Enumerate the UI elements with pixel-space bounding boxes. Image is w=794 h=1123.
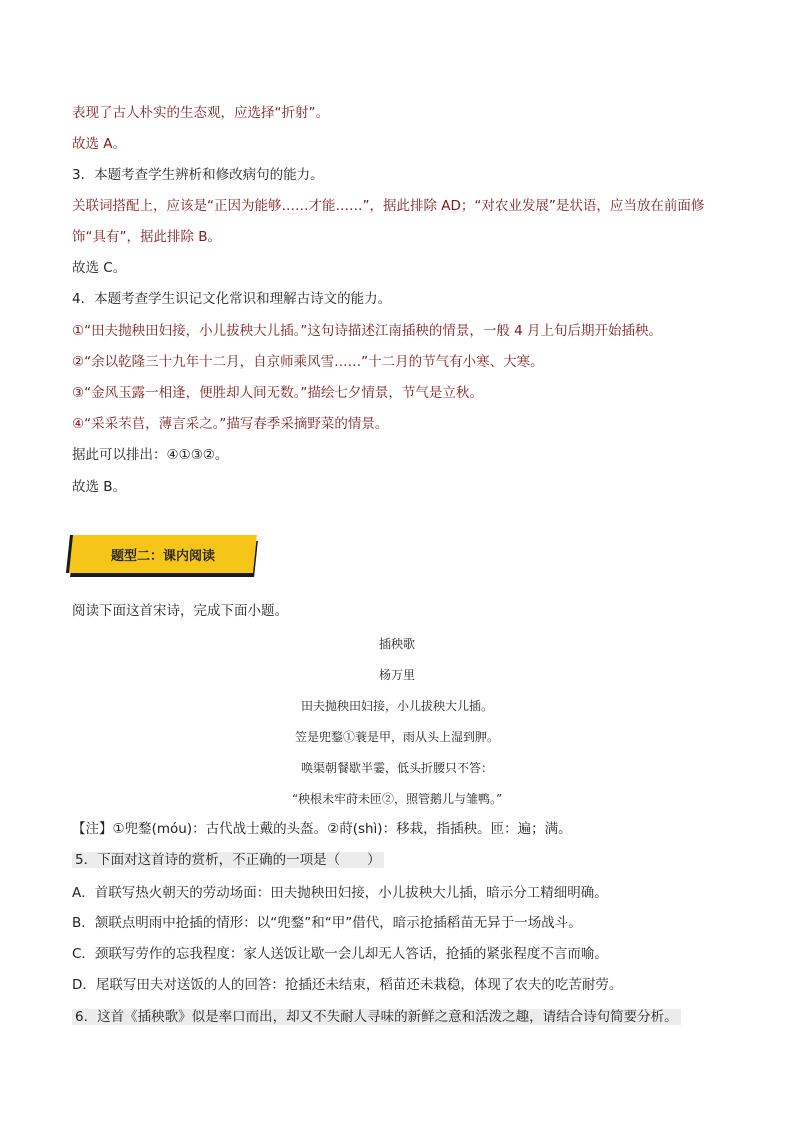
section-banner: [68, 535, 258, 581]
question-6-line: [72, 1008, 681, 1026]
poem-note: 【注】①兜鍪(móu)：古代战士戴的头盔。②莳(shì)：移栽，指插秧。匝：遍；满。: [72, 821, 572, 837]
answer-line: 故选 A。: [72, 136, 127, 152]
poem-line: 笠是兜鍪①蓑是甲，雨从头上湿到胛。: [294, 730, 499, 744]
option-a: A．首联写热火朝天的劳动场面：田夫抛秧田妇接，小儿拔秧大儿插，暗示分工精细明确。: [72, 885, 608, 901]
answer-line: 故选 B。: [72, 479, 127, 495]
question-6-stem: 6．这首《插秧歌》似是率口而出，却又不失耐人寻味的新鲜之意和活泼之趣，请结合诗句简要分析。: [72, 1009, 681, 1025]
poem-line: 唤渠朝餐歇半霎，低头折腰只不答：: [300, 761, 493, 775]
option-b: B．颔联点明雨中抢插的情形：以“兜鍪”和“甲”借代，暗示抢插稻苗无异于一场战斗。: [72, 915, 582, 931]
answer-line: 表现了古人朴实的生态观，应选择“折射”。: [72, 105, 329, 121]
answer-line: ③“金风玉露一相逢，便胜却人间无数。”描绘七夕情景，节气是立秋。: [72, 385, 483, 401]
section-intro: 阅读下面这首宋诗，完成下面小题。: [72, 603, 288, 619]
answer-line: 据此可以排出：④①③②。: [72, 447, 229, 463]
banner-label-box: [66, 535, 257, 573]
question-5-stem-line: [72, 851, 384, 869]
answer-line: 关联词搭配上，应该是“正因为能够……才能……”，据此排除 AD；“对农业发展”是状语，应当放在前面修: [72, 198, 705, 214]
poem-line: “秧根未牢莳未匝②，照管鹅儿与雏鸭。”: [291, 792, 503, 806]
answer-line: 饰“具有”，据此排除 B。: [72, 229, 222, 245]
question-heading: 3．本题考查学生辨析和修改病句的能力。: [72, 167, 324, 183]
question-5-stem: 5．下面对这首诗的赏析，不正确的一项是（ ）: [72, 852, 384, 868]
question-heading: 4．本题考查学生识记文化常识和理解古诗文的能力。: [72, 291, 392, 307]
answer-line: ①“田夫抛秧田妇接，小儿拔秧大儿插。”这句诗描述江南插秧的情景，一般 4 月上旬后期开始插秧。: [72, 323, 663, 339]
answer-line: ④“采采芣苢，薄言采之。”描写春季采摘野菜的情景。: [72, 416, 389, 432]
option-d: D．尾联写田夫对送饭的人的回答：抢插还未结束，稻苗还未栽稳，体现了农夫的吃苦耐劳。: [72, 977, 623, 993]
poem-author: 杨万里: [378, 668, 415, 682]
poem-line: 田夫抛秧田妇接，小儿拔秧大儿插。: [300, 699, 493, 713]
poem-title: 插秧歌: [378, 637, 415, 651]
answer-line: 故选 C。: [72, 260, 127, 276]
option-c: C．颈联写劳作的忘我程度：家人送饭让歇一会儿却无人答话，抢插的紧张程度不言而喻。: [72, 946, 608, 962]
answer-line: ②“余以乾隆三十九年十二月，自京师乘风雪……”十二月的节气有小寒、大寒。: [72, 354, 544, 370]
banner-label: 题型二：课内阅读: [110, 548, 215, 564]
